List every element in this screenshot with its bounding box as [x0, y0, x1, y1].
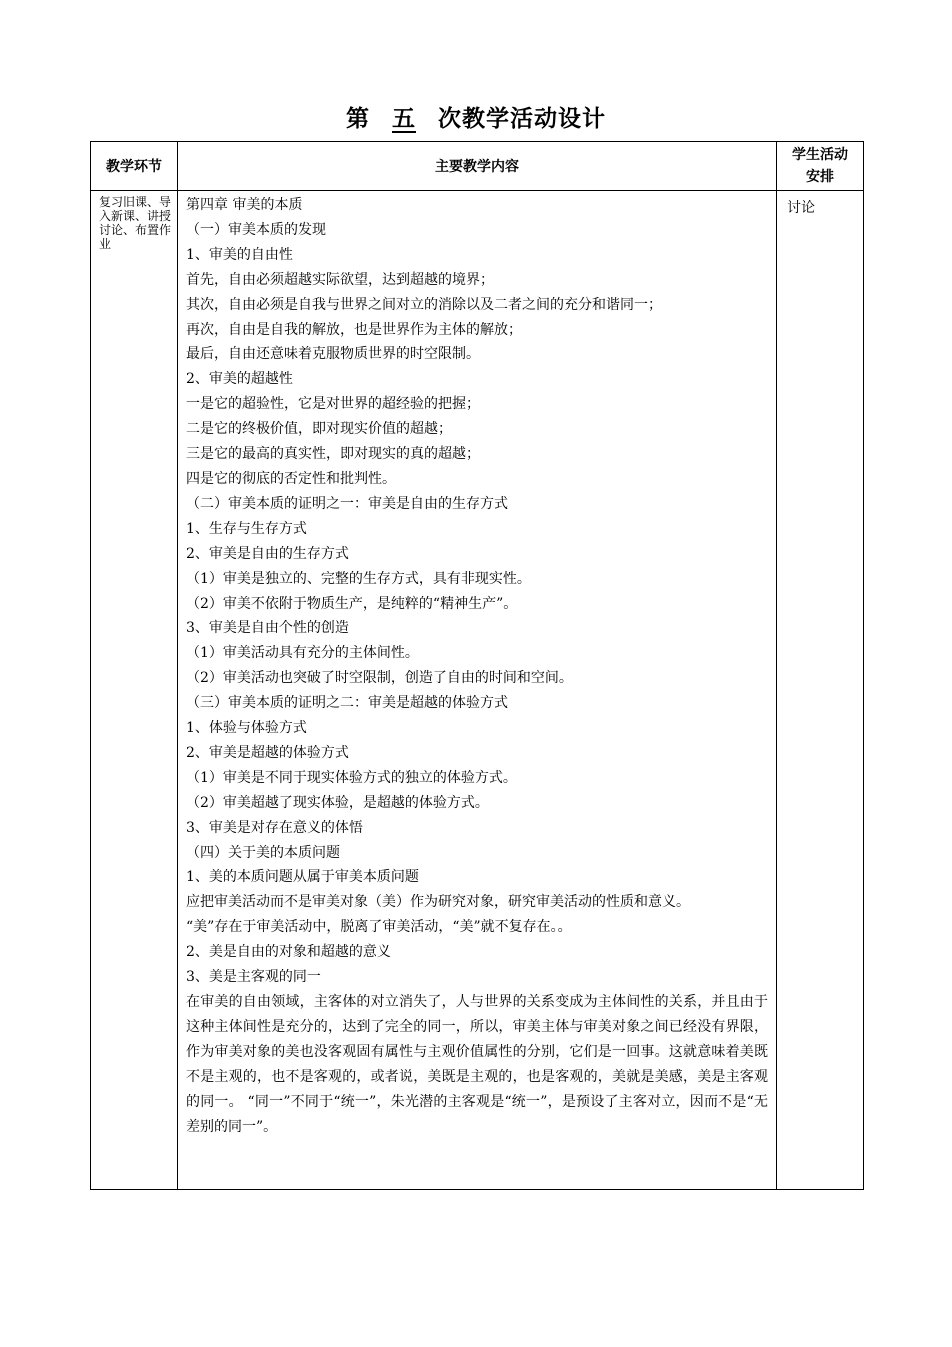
content-line: （1）审美是独立的、完整的生存方式，具有非现实性。 [186, 570, 531, 587]
content-line: （1）审美活动具有充分的主体间性。 [186, 645, 419, 662]
content-lines [186, 193, 768, 990]
content-line: 3、审美是自由个性的创造 [186, 620, 349, 637]
header-activity-line1: 学生活动 [792, 147, 848, 163]
content-line: 3、审美是对存在意义的体悟 [186, 819, 363, 836]
content-line: 2、审美是自由的生存方式 [186, 545, 349, 562]
content-line: 其次，自由必须是自我与世界之间对立的消除以及二者之间的充分和谐同一； [186, 296, 662, 313]
final-paragraph: 在审美的自由领域，主客体的对立消失了，人与世界的关系变成为主体间性的关系，并且由于这种主体间性是充分的，达到了完全的同一，所以，审美主体与审美对象之间已经没有界限，作为审美对象的美也没客观固有属性与主观价值属性的分别，它们是一回事。这就意味着美既不是主观的，也不是客观的，或者说，美既是主观的，也是客观的，美就是美感，美是主客观的同一。 “同一”不同于“统一”，朱光潜的主客观是“统一”，是预设了主客对立，因而不是“无差别的同一”。 [186, 994, 768, 1135]
content-line: 四是它的彻底的否定性和批判性。 [186, 470, 396, 487]
content-line: 第四章 审美的本质 [186, 197, 303, 213]
title-suffix: 次教学活动设计 [438, 106, 606, 132]
content-cell [178, 191, 777, 1190]
content-line: 3、美是主客观的同一 [186, 969, 321, 986]
content-line: 首先，自由必须超越实际欲望，达到超越的境界； [186, 271, 494, 288]
content-line: 1、美的本质问题从属于审美本质问题 [186, 869, 419, 886]
content-line: 再次，自由是自我的解放，也是世界作为主体的解放； [186, 321, 522, 338]
title-prefix: 第 [346, 106, 370, 132]
content-line: 1、生存与生存方式 [186, 520, 307, 537]
content-line: （一）审美本质的发现 [186, 221, 326, 238]
content-line: 1、体验与体验方式 [186, 720, 307, 737]
lesson-plan-table [90, 141, 864, 1190]
content-line: （2）审美活动也突破了时空限制，创造了自由的时间和空间。 [186, 670, 573, 687]
content-line: （2）审美超越了现实体验，是超越的体验方式。 [186, 794, 489, 811]
content-line: 1、审美的自由性 [186, 246, 293, 263]
content-line: 最后，自由还意味着克服物质世界的时空限制。 [186, 346, 480, 363]
content-line: 2、审美是超越的体验方式 [186, 744, 349, 761]
content-line: 2、审美的超越性 [186, 371, 293, 388]
content-line: 三是它的最高的真实性，即对现实的真的超越； [186, 446, 480, 463]
header-content: 主要教学内容 [178, 142, 777, 191]
page-title [0, 100, 952, 133]
body-row [91, 191, 864, 1190]
content-line: （二）审美本质的证明之一：审美是自由的生存方式 [186, 495, 508, 512]
content-line: “美”存在于审美活动中，脱离了审美活动，“美”就不复存在。。 [186, 919, 572, 936]
header-row [91, 142, 864, 191]
header-activity [777, 142, 864, 191]
title-number: 五 [392, 106, 416, 132]
header-activity-line2: 安排 [806, 169, 834, 185]
header-stage: 教学环节 [91, 142, 178, 191]
stage-cell: 复习旧课、导入新课、讲授讨论、布置作业 [91, 191, 178, 1190]
content-line: （三）审美本质的证明之二：审美是超越的体验方式 [186, 695, 508, 712]
activity-cell: 讨论 [777, 191, 864, 1190]
content-line: 应把审美活动而不是审美对象（美）作为研究对象，研究审美活动的性质和意义。 [186, 894, 690, 911]
content-line: （四）关于美的本质问题 [186, 844, 340, 861]
content-line: 2、美是自由的对象和超越的意义 [186, 944, 391, 961]
content-line: （1）审美是不同于现实体验方式的独立的体验方式。 [186, 769, 517, 786]
content-line: 二是它的终极价值，即对现实价值的超越； [186, 421, 452, 438]
content-line: （2）审美不依附于物质生产，是纯粹的“精神生产”。 [186, 595, 518, 612]
content-line: 一是它的超验性，它是对世界的超经验的把握； [186, 396, 480, 413]
